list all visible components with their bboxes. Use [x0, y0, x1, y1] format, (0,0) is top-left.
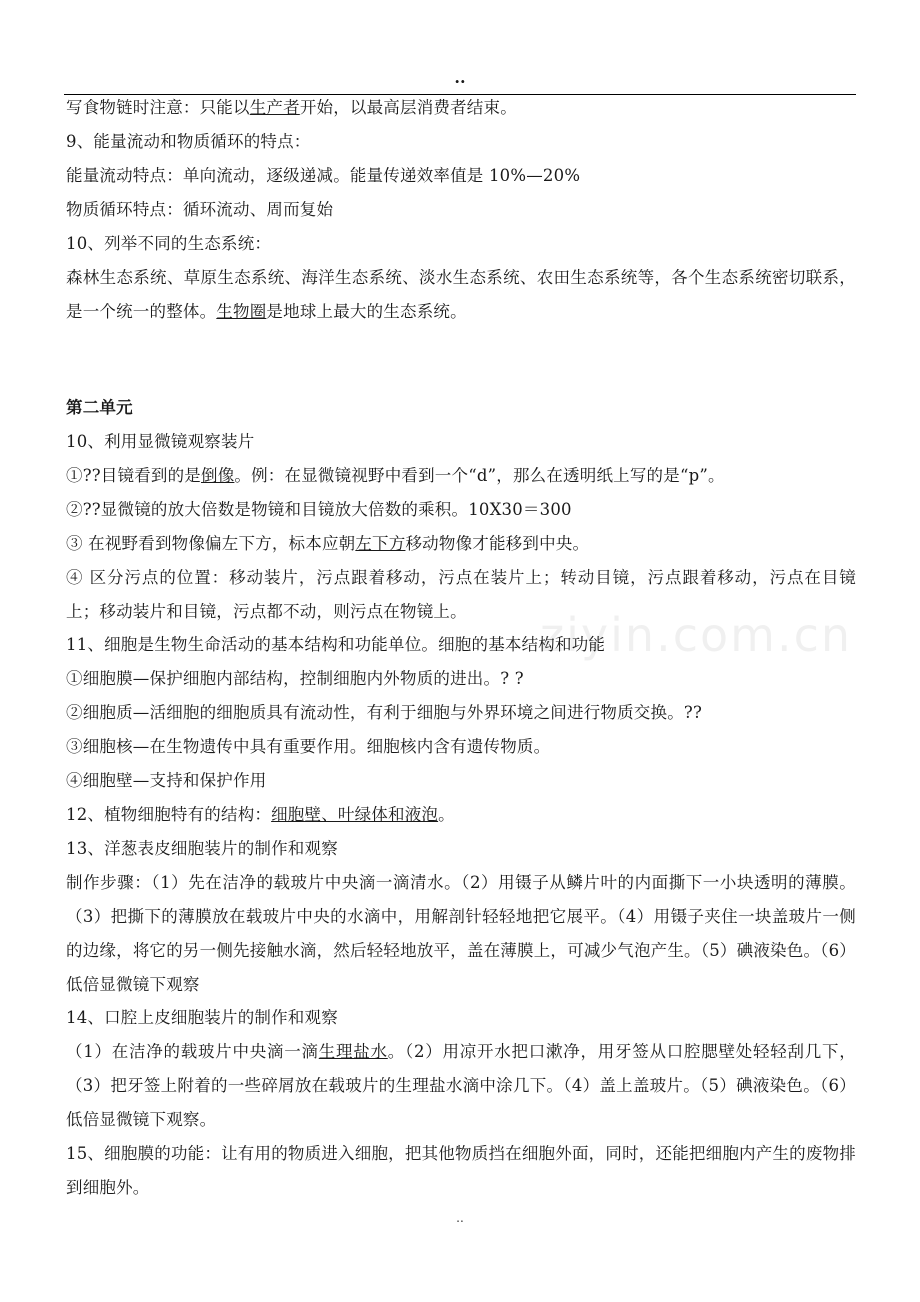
text-line-cheek-heading: 14、口腔上皮细胞装片的制作和观察	[66, 1008, 338, 1027]
text-line-ecosystems-heading: 10、列举不同的生态系统：	[66, 234, 272, 253]
text-paragraph-membrane-function: 15、细胞膜的功能：让有用的物质进入细胞，把其他物质挡在细胞外面，同时，还能把细胞内产生的废物排到细胞外。	[66, 1144, 856, 1197]
text-line-cell-wall: ④细胞壁—支持和保护作用	[66, 771, 267, 790]
text-line-specimen-move: ③ 在视野看到物像偏左下方，标本应朝左下方移动物像才能移到中央。	[66, 534, 590, 553]
header-dots: ..	[454, 68, 466, 87]
text-line-plant-cell-structures: 12、植物细胞特有的结构：细胞壁、叶绿体和液泡。	[66, 805, 455, 824]
text-line-cell-structure-heading: 11、细胞是生物生命活动的基本结构和功能单位。细胞的基本结构和功能	[66, 635, 606, 654]
text-paragraph-onion-steps: 制作步骤：（1）先在洁净的载玻片中央滴一滴清水。（2）用镊子从鳞片叶的内面撕下一小块透明的薄膜。（3）把撕下的薄膜放在载玻片中央的水滴中，用解剖针轻轻地把它展平。（4）用镊子夹住一块盖玻片一侧的边缘，将它的另一侧先接触水滴，然后轻轻地放平，盖在薄膜上，可减少气泡产生。（5）碘液染色。（6）低倍显微镜下观察	[66, 873, 856, 994]
text-line-inverted-image: ①??目镜看到的是倒像。例：在显微镜视野中看到一个“d”，那么在透明纸上写的是“p”。	[66, 466, 725, 485]
footer-dots: ..	[456, 1211, 464, 1225]
text-line-energy-flow: 能量流动特点：单向流动，逐级递减。能量传递效率值是 10%—20%	[66, 166, 581, 185]
section-heading-unit-2: 第二单元	[66, 398, 133, 417]
text-line-magnification: ②??显微镜的放大倍数是物镜和目镜放大倍数的乘积。10X30＝300	[66, 500, 572, 519]
text-line-energy-heading: 9、能量流动和物质循环的特点：	[66, 132, 311, 151]
text-line-food-chain: 写食物链时注意：只能以生产者开始，以最高层消费者结束。	[66, 98, 517, 117]
text-paragraph-ecosystems: 森林生态系统、草原生态系统、海洋生态系统、淡水生态系统、农田生态系统等，各个生态系统密切联系，是一个统一的整体。生物圈是地球上最大的生态系统。	[66, 268, 856, 321]
text-line-nucleus: ③细胞核—在生物遗传中具有重要作用。细胞核内含有遗传物质。	[66, 737, 551, 756]
text-line-onion-heading: 13、洋葱表皮细胞装片的制作和观察	[66, 839, 338, 858]
text-line-matter-cycle: 物质循环特点：循环流动、周而复始	[66, 200, 334, 219]
text-line-microscope-heading: 10、利用显微镜观察装片	[66, 432, 255, 451]
text-line-cell-membrane: ①细胞膜—保护细胞内部结构，控制细胞内外物质的进出。? ?	[66, 669, 524, 688]
text-line-cytoplasm: ②细胞质—活细胞的细胞质具有流动性，有利于细胞与外界环境之间进行物质交换。??	[66, 703, 702, 722]
text-paragraph-stain-location: ④ 区分污点的位置：移动装片，污点跟着移动，污点在装片上；转动目镜，污点跟着移动，污点在目镜上；移动装片和目镜，污点都不动，则污点在物镜上。	[66, 568, 856, 621]
watermark: ziyin.com.cn	[540, 608, 853, 662]
text-paragraph-cheek-steps: （1）在洁净的载玻片中央滴一滴生理盐水。（2）用凉开水把口漱净，用牙签从口腔腮壁处轻轻刮几下，（3）把牙签上附着的一些碎屑放在载玻片的生理盐水滴中涂几下。（4）盖上盖玻片。（5）碘液染色。（6）低倍显微镜下观察。	[66, 1042, 856, 1129]
header-rule	[64, 94, 856, 95]
